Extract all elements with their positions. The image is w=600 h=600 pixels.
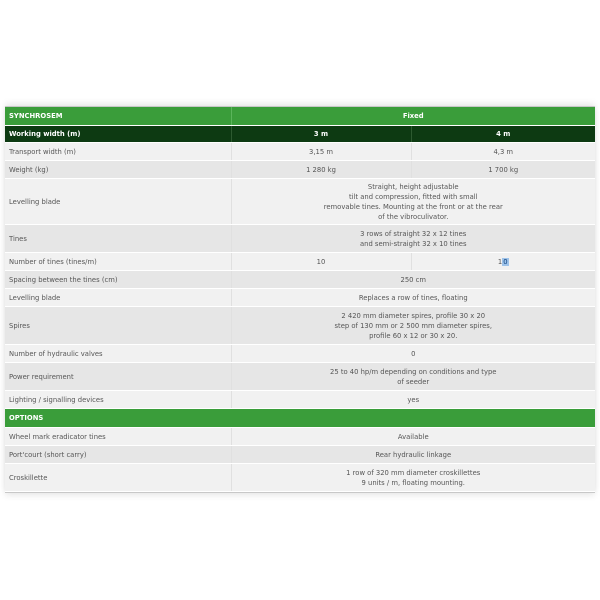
row-label: Wheel mark eradicator tines [5,428,231,446]
table-row [5,446,595,464]
row-label: Number of hydraulic valves [5,345,231,363]
table-row [5,225,595,253]
cell-value: 3,15 m [231,143,411,161]
working-width-label: Working width (m) [5,126,231,143]
cell-value [231,363,595,391]
working-width-col1: 3 m [231,126,411,143]
table-row [5,143,595,161]
value-line: 25 to 40 hp/m depending on conditions and type [330,367,497,376]
table-row [5,179,595,225]
row-label: Levelling blade [5,179,231,225]
table-row [5,464,595,492]
table-header-row [5,107,595,126]
table-row [5,161,595,179]
cell-value[interactable] [411,253,595,271]
row-label: Spacing between the tines (cm) [5,271,231,289]
cell-value: 250 cm [231,271,595,289]
value-line: step of 130 mm or 2 500 mm diameter spires, [334,321,492,330]
value-line: 2 420 mm diameter spires, profile 30 x 20 [341,311,486,320]
cell-value: Available [231,428,595,446]
row-label: Tines [5,225,231,253]
row-label: Power requirement [5,363,231,391]
options-title: OPTIONS [5,409,595,428]
value-line: of the vibroculivator. [378,212,449,221]
cell-text: 1 [497,257,503,266]
value-line: of seeder [397,377,430,386]
value-line: 3 rows of straight 32 x 12 tines [360,229,467,238]
table-row [5,391,595,409]
cell-value: 1 280 kg [231,161,411,179]
row-label: Port'court (short carry) [5,446,231,464]
options-header-row [5,409,595,428]
table-row [5,271,595,289]
table-row [5,253,595,271]
table-row [5,428,595,446]
value-line: and semi-straight 32 x 10 tines [359,239,467,248]
value-line: Straight, height adjustable [367,182,459,191]
cell-value: 1 700 kg [411,161,595,179]
row-label: Lighting / signalling devices [5,391,231,409]
working-width-row [5,126,595,143]
spec-table [5,107,595,492]
cell-value [231,464,595,492]
working-width-col2: 4 m [411,126,595,143]
cell-value [231,225,595,253]
value-line: 1 row of 320 mm diameter croskillettes [346,468,481,477]
row-label: Transport width (m) [5,143,231,161]
cell-value [231,179,595,225]
cell-value: 4,3 m [411,143,595,161]
product-name: SYNCHROSEM [5,107,231,126]
table-row [5,289,595,307]
table-row [5,345,595,363]
table-row [5,363,595,391]
row-label: Spires [5,307,231,345]
cell-value: 0 [231,345,595,363]
cell-value: Replaces a row of tines, floating [231,289,595,307]
selected-text[interactable]: 0 [503,257,508,266]
row-label: Croskillette [5,464,231,492]
row-label: Number of tines (tines/m) [5,253,231,271]
value-line: removable tines. Mounting at the front or at the rear [323,202,503,211]
cell-value: yes [231,391,595,409]
value-line: profile 60 x 12 or 30 x 20. [369,331,458,340]
value-line: 9 units / m, floating mounting. [361,478,465,487]
value-line: tilt and compression, fitted with small [348,192,478,201]
cell-value: Rear hydraulic linkage [231,446,595,464]
row-label: Levelling blade [5,289,231,307]
table-row [5,307,595,345]
row-label: Weight (kg) [5,161,231,179]
cell-value: 10 [231,253,411,271]
cell-value [231,307,595,345]
mode-label: Fixed [231,107,595,126]
spec-table-container [5,106,595,493]
